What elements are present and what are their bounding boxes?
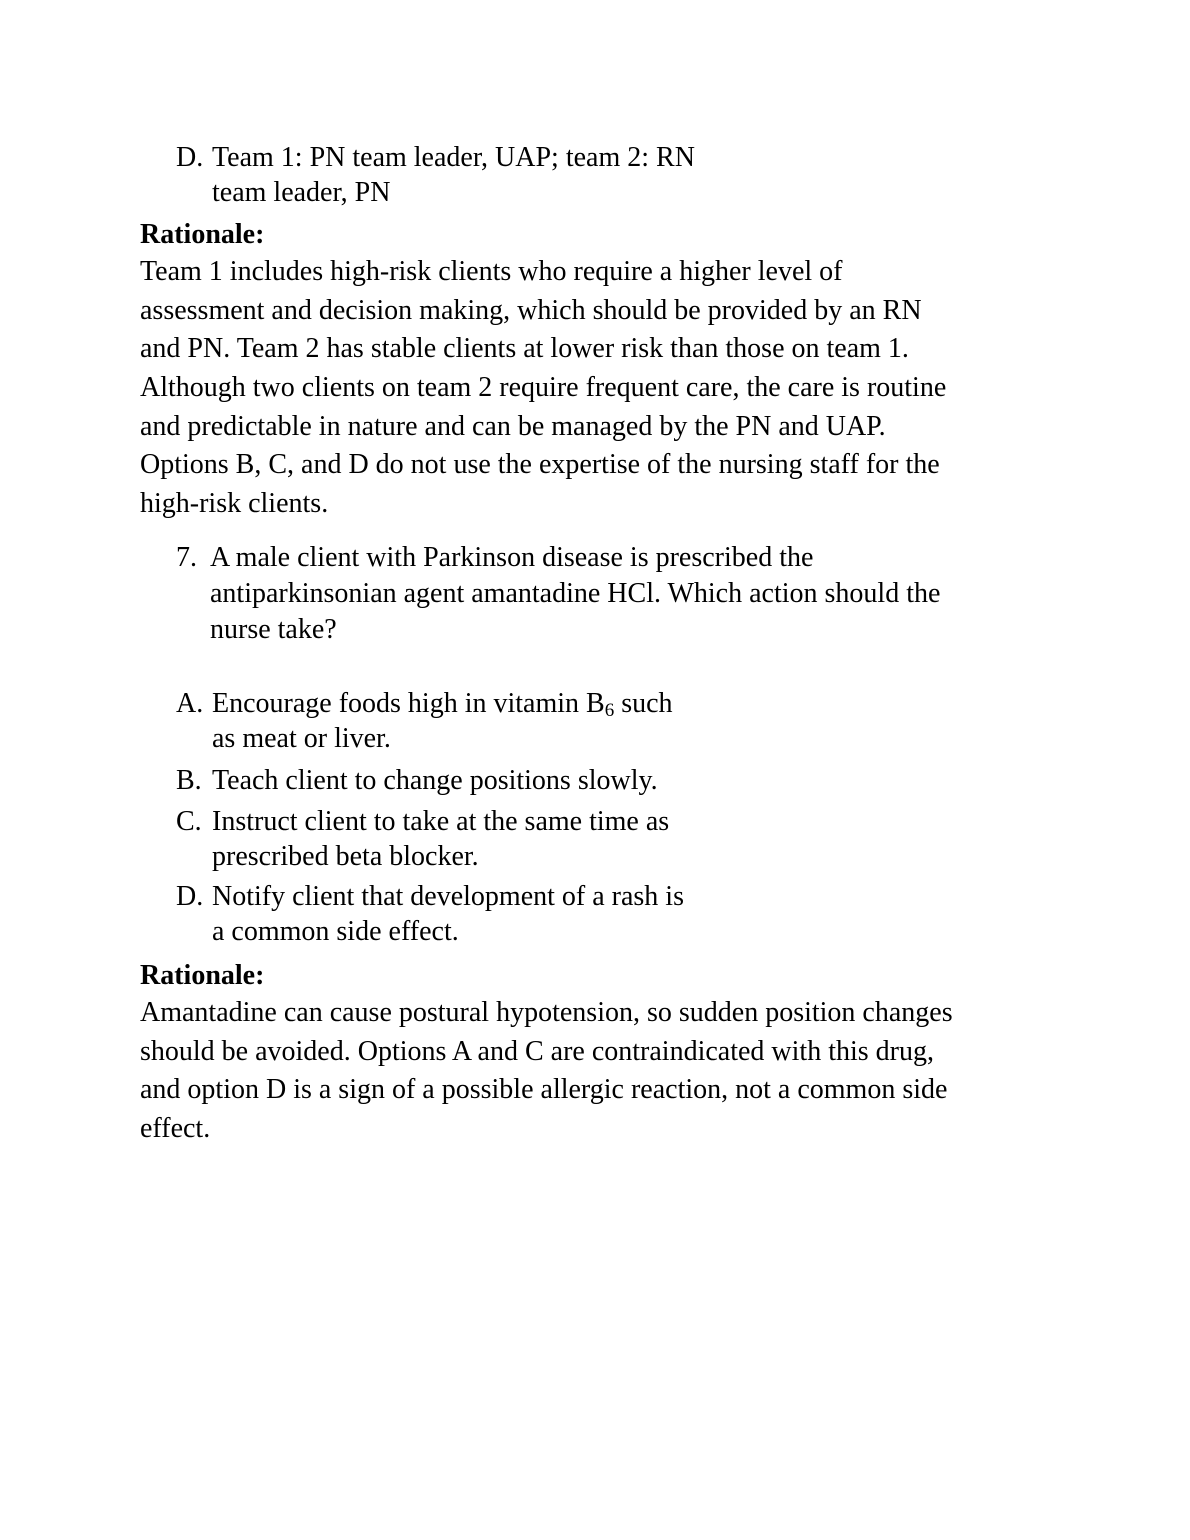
option-a	[176, 686, 776, 756]
rationale-line: assessment and decision making, which should be provided by an RN	[140, 294, 922, 326]
rationale-line: Team 1 includes high-risk clients who require a higher level of	[140, 256, 843, 287]
question-7	[176, 540, 1056, 648]
option-letter: A.	[176, 688, 204, 719]
question-line: antiparkinsonian agent amantadine HCl. Which action should the	[210, 578, 941, 609]
option-text-part: Encourage foods high in vitamin B	[212, 688, 605, 719]
rationale-paragraph	[140, 253, 1050, 524]
option-b	[176, 763, 776, 798]
question-line: A male client with Parkinson disease is prescribed the	[210, 542, 814, 573]
option-c	[176, 804, 776, 874]
rationale-line: high-risk clients.	[140, 488, 329, 520]
option-d	[176, 879, 776, 949]
question-number: 7.	[176, 542, 197, 573]
option-text-line: a common side effect.	[212, 916, 459, 947]
rationale-heading: Rationale:	[140, 219, 265, 250]
option-text-part: such	[614, 688, 673, 719]
rationale-line: Although two clients on team 2 require frequent care, the care is routine	[140, 372, 947, 404]
rationale-heading: Rationale:	[140, 960, 265, 991]
option-text-line: Notify client that development of a rash is	[212, 881, 684, 912]
rationale-line: and option D is a sign of a possible allergic reaction, not a common side	[140, 1074, 948, 1106]
option-text-line	[176, 686, 776, 721]
option-text-line: Instruct client to take at the same time as	[212, 806, 670, 837]
option-letter: C.	[176, 806, 202, 837]
rationale-line: and PN. Team 2 has stable clients at lower risk than those on team 1.	[140, 333, 909, 365]
option-text-line: team leader, PN	[212, 177, 391, 208]
rationale-paragraph	[140, 994, 1050, 1149]
option-text-line: Team 1: PN team leader, UAP; team 2: RN	[212, 142, 695, 173]
option-text-line: prescribed beta blocker.	[212, 841, 479, 872]
option-letter: D.	[176, 881, 204, 912]
rationale-line: should be avoided. Options A and C are contraindicated with this drug,	[140, 1035, 934, 1067]
prev-option-d	[176, 140, 776, 210]
rationale-line: Options B, C, and D do not use the expertise of the nursing staff for the	[140, 449, 940, 481]
option-letter: B.	[176, 765, 202, 796]
option-text-line: Teach client to change positions slowly.	[212, 765, 658, 796]
rationale-line: Amantadine can cause postural hypotension, so sudden position changes	[140, 997, 953, 1028]
rationale-line: effect.	[140, 1113, 211, 1145]
option-text-line: as meat or liver.	[212, 723, 391, 754]
subscript-six: 6	[604, 700, 615, 721]
question-line: nurse take?	[210, 614, 337, 645]
option-letter: D.	[176, 142, 204, 173]
rationale-line: and predictable in nature and can be managed by the PN and UAP.	[140, 410, 886, 442]
